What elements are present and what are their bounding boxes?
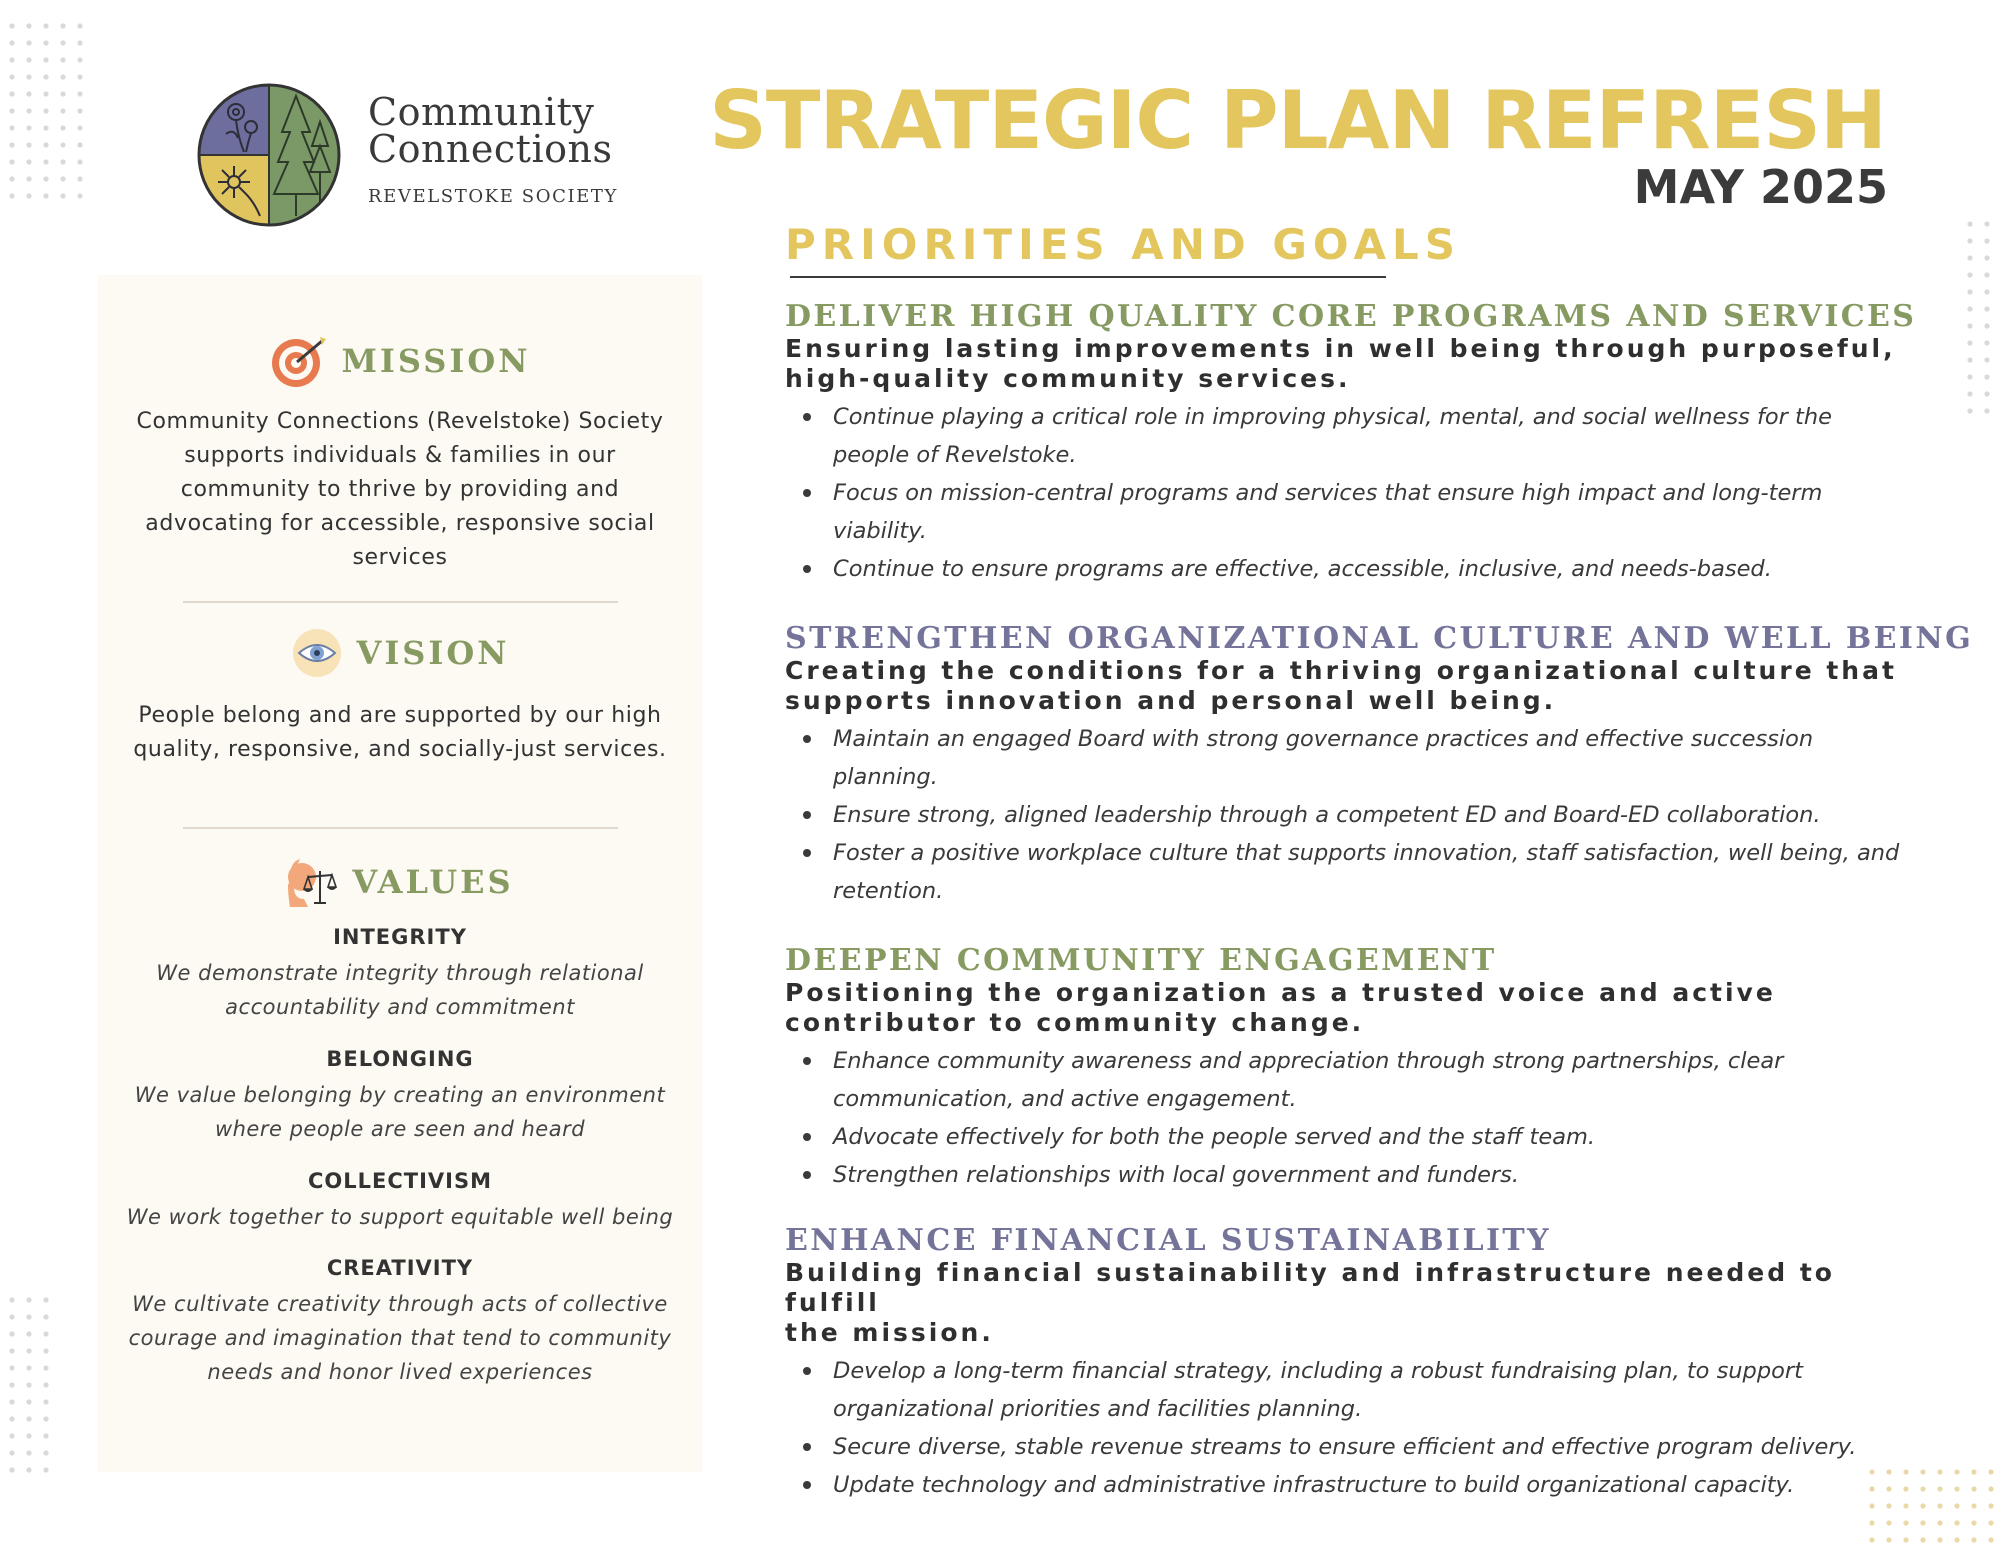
decorative-dot [1967, 408, 1972, 413]
priority-subheading [785, 656, 1915, 716]
decorative-dot [1954, 1486, 1959, 1491]
decorative-dot [9, 176, 14, 181]
target-icon [270, 333, 328, 389]
decorative-dot [1971, 1537, 1976, 1542]
decorative-dot [26, 1365, 31, 1370]
priority-heading: ENHANCE FINANCIAL SUSTAINABILITY [785, 1223, 1551, 1258]
decorative-dot [26, 1399, 31, 1404]
decorative-dot [9, 108, 14, 113]
decorative-dot [60, 193, 65, 198]
eye-icon [291, 627, 343, 679]
decorative-dot [1920, 1520, 1925, 1525]
decorative-dot [26, 91, 31, 96]
decorative-dot [1903, 1537, 1908, 1542]
decorative-dot [43, 40, 48, 45]
decorative-dot [43, 1399, 48, 1404]
priority-heading: DEEPEN COMMUNITY ENGAGEMENT [785, 943, 1497, 978]
decorative-dot [26, 1331, 31, 1336]
decorative-dot [1967, 340, 1972, 345]
decorative-dot [60, 159, 65, 164]
decorative-dot [26, 23, 31, 28]
value-name: BELONGING [326, 1047, 474, 1071]
priority-goal-list [785, 720, 1915, 910]
decorative-dot [1869, 1537, 1874, 1542]
decorative-dot [77, 159, 82, 164]
priority-subheading [785, 1258, 1915, 1348]
decorative-dot [43, 1433, 48, 1438]
values-heading: VALUES [352, 863, 514, 901]
priority-subheading-line: the mission. [785, 1318, 994, 1347]
decorative-dot [1967, 357, 1972, 362]
scales-icon [286, 855, 338, 909]
goal-item: Develop a long-term financial strategy, including a robust fundraising plan, to support organizational priorities and facilities planning. [833, 1352, 1883, 1428]
goal-item: Strengthen relationships with local government and funders. [833, 1156, 1913, 1194]
decorative-dot [1967, 391, 1972, 396]
decorative-dot [1920, 1537, 1925, 1542]
priority-heading: STRENGTHEN ORGANIZATIONAL CULTURE AND WELL BEING [785, 621, 1974, 656]
decorative-dots-top-left [8, 22, 108, 212]
decorative-dot [43, 176, 48, 181]
decorative-dot [60, 125, 65, 130]
decorative-dot [43, 1365, 48, 1370]
decorative-dot [1967, 238, 1972, 243]
vision-heading-row [98, 627, 702, 679]
decorative-dot [43, 1314, 48, 1319]
value-name: COLLECTIVISM [307, 1169, 492, 1193]
decorative-dot [1988, 1520, 1993, 1525]
decorative-dot [60, 142, 65, 147]
decorative-dot [1967, 255, 1972, 260]
decorative-dot [26, 159, 31, 164]
decorative-dot [43, 193, 48, 198]
decorative-dot [1920, 1503, 1925, 1508]
decorative-dot [77, 40, 82, 45]
decorative-dot [60, 40, 65, 45]
decorative-dot [26, 142, 31, 147]
value-description: We cultivate creativity through acts of collective courage and imagination that tend to community needs and honor lived experiences [128, 1292, 672, 1384]
decorative-dot [43, 1382, 48, 1387]
decorative-dot [1937, 1520, 1942, 1525]
priority-section [785, 298, 1915, 588]
decorative-dot [1903, 1503, 1908, 1508]
decorative-dot [1988, 1469, 1993, 1474]
mission-vision-values-panel [98, 275, 702, 1472]
priority-subheading-line: supports innovation and personal well being. [785, 686, 1557, 715]
org-subtitle: REVELSTOKE SOCIETY [368, 186, 618, 207]
goal-item: Advocate effectively for both the people served and the staff team. [833, 1118, 1913, 1156]
decorative-dot [1903, 1520, 1908, 1525]
decorative-dot [1954, 1503, 1959, 1508]
decorative-dot [77, 23, 82, 28]
decorative-dot [1971, 1503, 1976, 1508]
decorative-dots-bottom-left [8, 1296, 78, 1486]
decorative-dot [1967, 323, 1972, 328]
priority-subheading-line: Positioning the organization as a trusted voice and active [785, 978, 1776, 1007]
decorative-dot [1920, 1486, 1925, 1491]
decorative-dot [26, 1450, 31, 1455]
decorative-dot [9, 57, 14, 62]
decorative-dot [43, 1297, 48, 1302]
vision-text: People belong and are supported by our high quality, responsive, and socially-just services. [133, 703, 667, 762]
priority-goal-list [785, 1042, 1915, 1194]
decorative-dot [77, 125, 82, 130]
decorative-dot [60, 57, 65, 62]
decorative-dot [1971, 1520, 1976, 1525]
decorative-dot [26, 1416, 31, 1421]
decorative-dot [1984, 289, 1989, 294]
decorative-dot [26, 1382, 31, 1387]
decorative-dot [9, 1348, 14, 1353]
decorative-dot [26, 1433, 31, 1438]
priority-subheading-line: high-quality community services. [785, 364, 1351, 393]
decorative-dot [43, 1467, 48, 1472]
goal-item: Foster a positive workplace culture that supports innovation, staff satisfaction, well being, and retention. [833, 834, 1913, 910]
decorative-dot [60, 176, 65, 181]
decorative-dot [43, 1450, 48, 1455]
decorative-dot [1984, 391, 1989, 396]
decorative-dot [9, 23, 14, 28]
decorative-dot [26, 193, 31, 198]
decorative-dot [1886, 1503, 1891, 1508]
decorative-dot [26, 108, 31, 113]
priority-section [785, 620, 1974, 910]
decorative-dot [60, 91, 65, 96]
decorative-dot [9, 1399, 14, 1404]
org-name-line2: Connections [368, 127, 613, 171]
decorative-dot [1954, 1537, 1959, 1542]
decorative-dot [1886, 1537, 1891, 1542]
priority-section [785, 1222, 1915, 1504]
decorative-dot [43, 1416, 48, 1421]
decorative-dot [1984, 272, 1989, 277]
decorative-dot [43, 108, 48, 113]
decorative-dot [26, 40, 31, 45]
decorative-dot [1984, 238, 1989, 243]
priority-subheading-line: contributor to community change. [785, 1008, 1365, 1037]
decorative-dot [43, 159, 48, 164]
decorative-dot [1886, 1520, 1891, 1525]
mission-text: Community Connections (Revelstoke) Society supports individuals & families in our community to thrive by providing and advocating for accessible, responsive social services [136, 409, 664, 570]
decorative-dot [60, 108, 65, 113]
goal-item: Enhance community awareness and appreciation through strong partnerships, clear communication, and active engagement. [833, 1042, 1863, 1118]
decorative-dot [77, 91, 82, 96]
decorative-dot [43, 142, 48, 147]
page-date: MAY 2025 [1633, 160, 1888, 214]
goal-item: Update technology and administrative infrastructure to build organizational capacity. [833, 1466, 1913, 1504]
value-name: INTEGRITY [333, 925, 467, 949]
decorative-dot [43, 23, 48, 28]
decorative-dot [1920, 1469, 1925, 1474]
decorative-dot [9, 91, 14, 96]
decorative-dot [1988, 1503, 1993, 1508]
decorative-dot [26, 176, 31, 181]
organization-logo-icon [196, 82, 342, 228]
decorative-dot [1984, 306, 1989, 311]
goal-item: Maintain an engaged Board with strong governance practices and effective succession planning. [833, 720, 1913, 796]
decorative-dot [77, 193, 82, 198]
decorative-dot [43, 57, 48, 62]
decorative-dot [1869, 1520, 1874, 1525]
decorative-dot [9, 1433, 14, 1438]
decorative-dot [60, 74, 65, 79]
divider [183, 827, 618, 829]
decorative-dot [9, 1450, 14, 1455]
decorative-dot [77, 142, 82, 147]
decorative-dot [9, 1467, 14, 1472]
decorative-dot [9, 1365, 14, 1370]
org-name-line1: Community [368, 90, 595, 134]
decorative-dot [9, 1314, 14, 1319]
decorative-dot [43, 1331, 48, 1336]
priority-goal-list [785, 1352, 1915, 1504]
value-description: We value belonging by creating an environment where people are seen and heard [134, 1083, 666, 1141]
priority-subheading-line: Building financial sustainability and infrastructure needed to fulfill [785, 1258, 1835, 1317]
decorative-dot [1984, 255, 1989, 260]
decorative-dot [43, 91, 48, 96]
decorative-dot [1984, 374, 1989, 379]
decorative-dot [1967, 374, 1972, 379]
decorative-dots-right [1966, 220, 2000, 420]
decorative-dot [9, 74, 14, 79]
decorative-dot [1971, 1469, 1976, 1474]
values-heading-row [98, 855, 702, 909]
priority-heading: DELIVER HIGH QUALITY CORE PROGRAMS AND SERVICES [785, 299, 1917, 334]
decorative-dot [9, 193, 14, 198]
priority-section [785, 942, 1915, 1194]
decorative-dot [1869, 1503, 1874, 1508]
decorative-dot [1954, 1520, 1959, 1525]
decorative-dot [9, 1331, 14, 1336]
goal-item: Secure diverse, stable revenue streams to ensure efficient and effective program delivery. [833, 1428, 1913, 1466]
decorative-dot [1984, 357, 1989, 362]
decorative-dot [1984, 408, 1989, 413]
vision-heading: VISION [356, 634, 510, 672]
decorative-dot [43, 74, 48, 79]
mission-heading-row [98, 333, 702, 389]
value-name: CREATIVITY [326, 1256, 474, 1280]
organization-name [368, 90, 618, 207]
priority-goal-list [785, 398, 1915, 588]
decorative-dot [26, 57, 31, 62]
priority-subheading [785, 978, 1915, 1038]
decorative-dot [9, 125, 14, 130]
decorative-dot [26, 74, 31, 79]
goal-item: Continue to ensure programs are effective, accessible, inclusive, and needs-based. [833, 550, 1913, 588]
page-title: STRATEGIC PLAN REFRESH [709, 74, 1886, 167]
priority-subheading-line: Ensuring lasting improvements in well being through purposeful, [785, 334, 1896, 363]
value-description: We demonstrate integrity through relational accountability and commitment [156, 961, 644, 1019]
decorative-dot [1984, 340, 1989, 345]
decorative-dot [26, 1348, 31, 1353]
divider [183, 601, 618, 603]
decorative-dot [1937, 1503, 1942, 1508]
decorative-dot [77, 108, 82, 113]
decorative-dot [9, 40, 14, 45]
decorative-dot [1967, 272, 1972, 277]
decorative-dot [1984, 221, 1989, 226]
decorative-dot [1967, 306, 1972, 311]
decorative-dot [77, 74, 82, 79]
goal-item: Continue playing a critical role in improving physical, mental, and social wellness for the people of Revelstoke. [833, 398, 1913, 474]
decorative-dot [1967, 289, 1972, 294]
mission-heading: MISSION [341, 342, 531, 380]
decorative-dot [9, 142, 14, 147]
decorative-dot [1937, 1486, 1942, 1491]
decorative-dot [26, 1314, 31, 1319]
decorative-dot [77, 57, 82, 62]
decorative-dot [1937, 1469, 1942, 1474]
decorative-dot [43, 1348, 48, 1353]
goal-item: Focus on mission-central programs and services that ensure high impact and long-term viability. [833, 474, 1913, 550]
decorative-dot [1967, 221, 1972, 226]
decorative-dot [1954, 1469, 1959, 1474]
decorative-dot [9, 159, 14, 164]
decorative-dot [77, 176, 82, 181]
decorative-dot [26, 125, 31, 130]
decorative-dot [43, 125, 48, 130]
decorative-dot [9, 1416, 14, 1421]
priority-subheading-line: Creating the conditions for a thriving organizational culture that [785, 656, 1897, 685]
decorative-dot [60, 23, 65, 28]
decorative-dot [1971, 1486, 1976, 1491]
priorities-heading: PRIORITIES AND GOALS [785, 220, 1461, 269]
decorative-dot [26, 1467, 31, 1472]
decorative-dot [9, 1297, 14, 1302]
priority-subheading [785, 334, 1915, 394]
decorative-dot [1937, 1537, 1942, 1542]
value-description: We work together to support equitable well being [126, 1205, 674, 1229]
decorative-dot [26, 1297, 31, 1302]
goal-item: Ensure strong, aligned leadership through a competent ED and Board-ED collaboration. [833, 796, 1913, 834]
priorities-heading-underline [790, 276, 1386, 278]
decorative-dot [1984, 323, 1989, 328]
decorative-dot [1988, 1486, 1993, 1491]
decorative-dot [9, 1382, 14, 1387]
decorative-dot [1988, 1537, 1993, 1542]
